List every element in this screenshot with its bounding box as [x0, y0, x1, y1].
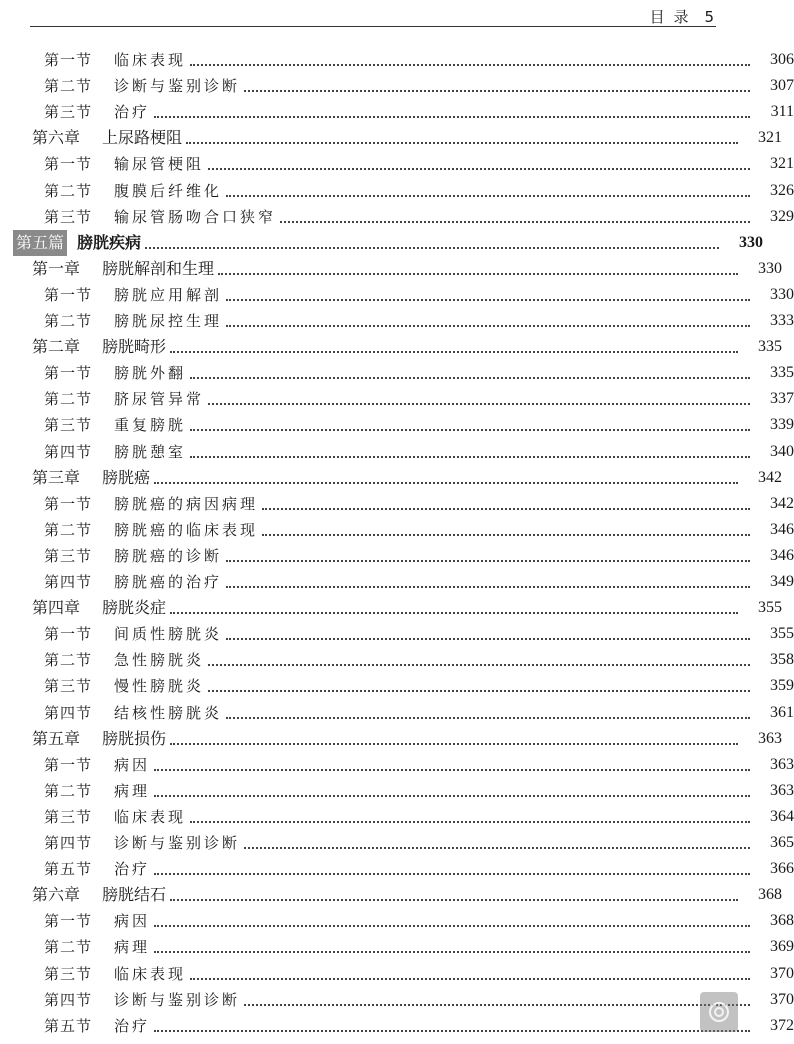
toc-entry-number: 第六章	[32, 885, 81, 905]
watermark-stamp	[700, 992, 738, 1032]
toc-leader-dots	[226, 638, 750, 640]
toc-leader-dots	[154, 769, 750, 771]
toc-leader-dots	[226, 195, 750, 197]
toc-entry-label	[44, 386, 204, 412]
toc-entry-number: 第五篇	[13, 230, 67, 256]
toc-entry-label	[44, 151, 204, 177]
toc-entry-sec	[0, 73, 794, 99]
toc-entry-title: 治疗	[114, 103, 151, 122]
toc-entry-page: 361	[770, 703, 794, 721]
toc-entry-sec	[0, 204, 794, 230]
toc-entry-label	[32, 256, 214, 282]
toc-entry-page: 366	[770, 860, 794, 878]
toc-leader-dots	[208, 168, 750, 170]
toc-entry-number: 第一节	[44, 625, 93, 644]
toc-entry-title: 膀胱解剖和生理	[102, 258, 215, 278]
toc-entry-sec	[0, 282, 794, 308]
toc-entry-page: 364	[770, 807, 794, 825]
toc-entry-label	[44, 934, 150, 960]
toc-entry-title: 临床表现	[114, 51, 187, 69]
toc-entry-label	[44, 778, 150, 804]
toc-entry-number: 第三节	[44, 546, 93, 565]
toc-entry-label	[44, 282, 222, 308]
toc-entry-number: 第二节	[44, 520, 93, 539]
toc-entry-sec	[0, 360, 794, 386]
toc-entry-page: 307	[770, 77, 794, 95]
toc-entry-page: 326	[770, 181, 794, 199]
toc-entry-title: 膀胱癌的治疗	[114, 573, 223, 591]
toc-entry-part	[0, 230, 763, 256]
toc-entry-chap	[0, 465, 782, 491]
toc-leader-dots	[226, 299, 750, 301]
toc-entry-number: 第一节	[44, 51, 93, 69]
toc-leader-dots	[280, 221, 750, 223]
toc-entry-sec	[0, 543, 794, 569]
toc-entry-number: 第一节	[44, 494, 93, 513]
toc-entry-title: 脐尿管异常	[114, 390, 205, 409]
toc-entry-number: 第二节	[44, 312, 93, 330]
toc-entry-label	[44, 569, 222, 595]
toc-entry-title: 膀胱外翻	[114, 364, 187, 383]
toc-entry-sec	[0, 908, 794, 934]
toc-entry-title: 结核性膀胱炎	[114, 703, 223, 722]
toc-entry-page: 330	[739, 233, 763, 251]
toc-entry-sec	[0, 178, 794, 204]
toc-entry-title: 膀胱癌的诊断	[114, 546, 223, 565]
toc-leader-dots	[190, 377, 750, 379]
toc-entry-sec	[0, 830, 794, 856]
toc-entry-page: 342	[758, 468, 782, 486]
toc-entry-label	[44, 908, 150, 934]
toc-entry-sec	[0, 47, 794, 73]
toc-leader-dots	[154, 795, 750, 797]
toc-leader-dots	[226, 560, 750, 562]
toc-entry-label	[44, 856, 150, 882]
toc-entry-number: 第五节	[44, 860, 93, 879]
toc-entry-page: 349	[770, 573, 794, 590]
toc-entry-chap	[0, 256, 782, 282]
toc-entry-chap	[0, 125, 782, 151]
toc-entry-sec	[0, 647, 794, 673]
toc-entry-number: 第五节	[44, 1016, 93, 1035]
toc-entry-title: 膀胱畸形	[102, 337, 167, 357]
toc-entry-sec	[0, 569, 794, 595]
toc-entry-page: 369	[770, 938, 794, 956]
toc-leader-dots	[154, 1030, 750, 1032]
toc-entry-label	[32, 125, 182, 151]
toc-entry-title: 上尿路梗阻	[102, 128, 183, 148]
toc-entry-number: 第六章	[32, 128, 81, 148]
toc-entry-sec	[0, 386, 794, 412]
toc-entry-sec	[0, 778, 794, 804]
toc-entry-number: 第一节	[44, 912, 93, 931]
toc-entry-label	[32, 465, 150, 491]
toc-leader-dots	[190, 64, 750, 66]
toc-entry-number: 第五章	[32, 728, 81, 748]
toc-entry-page: 363	[758, 729, 782, 747]
toc-entry-sec	[0, 412, 794, 438]
toc-entry-page: 333	[770, 312, 794, 329]
toc-entry-page: 340	[770, 442, 794, 460]
toc-entry-page: 363	[770, 781, 794, 799]
toc-entry-title: 膀胱损伤	[102, 728, 167, 748]
toc-entry-label	[44, 543, 222, 569]
toc-entry-number: 第三节	[44, 207, 93, 226]
toc-entry-title: 病因	[114, 755, 151, 774]
toc-entry-number: 第二节	[44, 77, 93, 96]
toc-leader-dots	[244, 90, 750, 92]
toc-leader-dots	[262, 508, 750, 510]
toc-entry-label	[32, 334, 166, 360]
toc-entry-page: 370	[770, 964, 794, 982]
toc-entry-title: 慢性膀胱炎	[114, 677, 205, 696]
toc-entry-label	[44, 491, 258, 517]
toc-entry-label	[32, 595, 166, 621]
toc-leader-dots	[190, 429, 750, 431]
toc-entry-number: 第二节	[44, 781, 93, 800]
toc-entry-sec	[0, 99, 794, 125]
toc-entry-title: 间质性膀胱炎	[114, 625, 223, 644]
toc-leader-dots	[218, 273, 738, 275]
toc-entry-page: 306	[770, 51, 794, 68]
toc-entry-page: 363	[770, 755, 794, 773]
toc-entry-number: 第二章	[32, 337, 81, 357]
toc-entry-label	[44, 439, 186, 465]
toc-entry-number: 第四节	[44, 573, 93, 591]
toc-entry-number: 第四节	[44, 703, 93, 722]
toc-entry-number: 第三节	[44, 103, 93, 122]
toc-leader-dots	[262, 534, 750, 536]
toc-entry-sec	[0, 308, 794, 334]
toc-entry-title: 腹膜后纤维化	[114, 181, 223, 200]
toc-entry-title: 膀胱结石	[102, 885, 167, 905]
toc-entry-label	[44, 178, 222, 204]
toc-entry-label	[44, 804, 186, 830]
toc-leader-dots	[190, 978, 750, 980]
toc-entry-page: 368	[770, 912, 794, 930]
toc-leader-dots	[226, 586, 750, 588]
toc-leader-dots	[226, 717, 750, 719]
toc-entry-title: 膀胱癌	[102, 467, 151, 487]
toc-entry-label	[44, 99, 150, 125]
toc-entry-sec	[0, 804, 794, 830]
toc-entry-title: 膀胱炎症	[102, 598, 167, 618]
toc-entry-sec	[0, 621, 794, 647]
toc-leader-dots	[170, 899, 738, 901]
toc-entry-page: 335	[770, 364, 794, 382]
toc-entry-sec	[0, 673, 794, 699]
toc-leader-dots	[170, 351, 738, 353]
toc-entry-sec	[0, 491, 794, 517]
toc-entry-label	[44, 360, 186, 386]
toc-entry-label	[32, 726, 166, 752]
header-text	[650, 6, 716, 27]
toc-entry-title: 输尿管梗阻	[114, 155, 205, 174]
toc-entry-page: 355	[770, 625, 794, 643]
toc-entry-number: 第二节	[44, 181, 93, 200]
toc-leader-dots	[170, 743, 738, 745]
toc-leader-dots	[154, 116, 750, 118]
toc-entry-label	[44, 621, 222, 647]
toc-leader-dots	[145, 247, 719, 249]
toc-leader-dots	[208, 664, 750, 666]
toc-entry-sec	[0, 700, 794, 726]
toc-entry-label	[44, 47, 186, 73]
toc-entry-page: 346	[770, 546, 794, 564]
toc-entry-number: 第一节	[44, 155, 93, 174]
toc-entry-number: 第二节	[44, 390, 93, 409]
page-header	[30, 0, 716, 27]
toc-entry-page: 335	[758, 338, 782, 356]
toc-entry-number: 第四章	[32, 598, 81, 618]
toc-entry-page: 321	[770, 155, 794, 173]
toc-entry-sec	[0, 987, 794, 1013]
toc-entry-title: 膀胱癌的病因病理	[114, 494, 259, 513]
toc-entry-title: 膀胱癌的临床表现	[114, 520, 259, 539]
toc-entry-chap	[0, 334, 782, 360]
toc-entry-label	[32, 882, 166, 908]
toc-entry-page: 321	[758, 129, 782, 147]
toc-entry-sec	[0, 439, 794, 465]
toc-leader-dots	[154, 873, 750, 875]
toc-entry-label	[44, 987, 240, 1013]
toc-entry-sec	[0, 934, 794, 960]
toc-entry-label	[44, 517, 258, 543]
toc-entry-page: 372	[770, 1016, 794, 1034]
toc-entry-page: 339	[770, 416, 794, 434]
toc-entry-sec	[0, 151, 794, 177]
toc-leader-dots	[190, 821, 750, 823]
toc-entry-number: 第一节	[44, 755, 93, 774]
toc-entry-label	[13, 230, 141, 256]
toc-entry-page: 365	[770, 834, 794, 851]
toc-entry-sec	[0, 752, 794, 778]
toc-leader-dots	[186, 142, 738, 144]
toc-leader-dots	[154, 925, 750, 927]
toc-entry-title: 膀胱尿控生理	[114, 312, 223, 330]
toc-entry-page: 358	[770, 651, 794, 669]
header-page-number: 5	[704, 8, 716, 26]
toc-entry-title: 输尿管肠吻合口狭窄	[114, 207, 277, 226]
toc-entry-label	[44, 700, 222, 726]
toc-leader-dots	[208, 403, 750, 405]
toc-entry-title: 临床表现	[114, 807, 187, 826]
toc-entry-title: 膀胱憩室	[114, 442, 187, 461]
toc-entry-title: 膀胱疾病	[77, 232, 142, 252]
toc-entry-sec	[0, 517, 794, 543]
toc-entry-title: 病理	[114, 781, 151, 800]
toc-entry-page: 355	[758, 599, 782, 617]
toc-entry-number: 第四节	[44, 442, 93, 461]
toc-entry-title: 诊断与鉴别诊断	[114, 834, 241, 852]
toc-entry-label	[44, 961, 186, 987]
toc-entry-number: 第一节	[44, 364, 93, 383]
toc-entry-page: 359	[770, 677, 794, 695]
toc-entry-sec	[0, 856, 794, 882]
toc-entry-number: 第一章	[32, 258, 81, 278]
toc-entry-title: 诊断与鉴别诊断	[114, 990, 241, 1009]
toc-entry-label	[44, 412, 186, 438]
toc-leader-dots	[154, 482, 738, 484]
toc-entry-title: 病因	[114, 912, 151, 931]
toc-entry-sec	[0, 961, 794, 987]
toc-entry-title: 临床表现	[114, 964, 187, 983]
watermark-icon	[706, 1000, 732, 1024]
toc-entry-number: 第三节	[44, 807, 93, 826]
toc-entry-label	[44, 673, 204, 699]
toc-entry-number: 第四节	[44, 834, 93, 852]
toc-entry-number: 第一节	[44, 285, 93, 304]
toc-entry-number: 第三节	[44, 677, 93, 696]
toc-entry-number: 第二节	[44, 938, 93, 957]
toc-entry-page: 337	[770, 390, 794, 408]
toc-entry-page: 368	[758, 886, 782, 904]
toc-entry-title: 急性膀胱炎	[114, 651, 205, 670]
toc-entry-page: 330	[770, 285, 794, 303]
toc-entry-number: 第四节	[44, 990, 93, 1009]
toc-leader-dots	[226, 325, 750, 327]
toc-entry-title: 诊断与鉴别诊断	[114, 77, 241, 96]
toc-entry-chap	[0, 595, 782, 621]
toc-entry-label	[44, 308, 222, 334]
toc-entry-page: 342	[770, 494, 794, 512]
toc-entry-title: 膀胱应用解剖	[114, 285, 223, 304]
header-title: 目 录	[649, 8, 691, 26]
toc-entry-title: 治疗	[114, 1016, 151, 1035]
toc-entry-number: 第三章	[32, 467, 81, 487]
toc-entry-number: 第三节	[44, 416, 93, 435]
toc-entry-label	[44, 1013, 150, 1039]
toc-entry-chap	[0, 726, 782, 752]
toc-entry-label	[44, 830, 240, 856]
toc-entry-page: 346	[770, 520, 794, 538]
toc-entry-title: 重复膀胱	[114, 416, 187, 435]
toc-entry-chap	[0, 882, 782, 908]
toc-entry-sec	[0, 1013, 794, 1039]
toc-entry-page: 330	[758, 259, 782, 277]
toc-leader-dots	[208, 690, 750, 692]
toc-entry-label	[44, 647, 204, 673]
toc-entry-page: 329	[770, 207, 794, 225]
toc-leader-dots	[154, 951, 750, 953]
toc-leader-dots	[170, 612, 738, 614]
toc-entry-label	[44, 752, 150, 778]
toc-entry-page: 370	[770, 990, 794, 1008]
toc-leader-dots	[244, 847, 750, 849]
toc-entry-number: 第二节	[44, 651, 93, 670]
toc-leader-dots	[190, 456, 750, 458]
toc-leader-dots	[244, 1004, 750, 1006]
toc-entry-page: 311	[770, 103, 794, 121]
toc-entry-label	[44, 204, 276, 230]
toc-entry-title: 病理	[114, 938, 151, 957]
toc-entry-number: 第三节	[44, 964, 93, 983]
toc-entry-title: 治疗	[114, 860, 151, 879]
toc-entry-label	[44, 73, 240, 99]
